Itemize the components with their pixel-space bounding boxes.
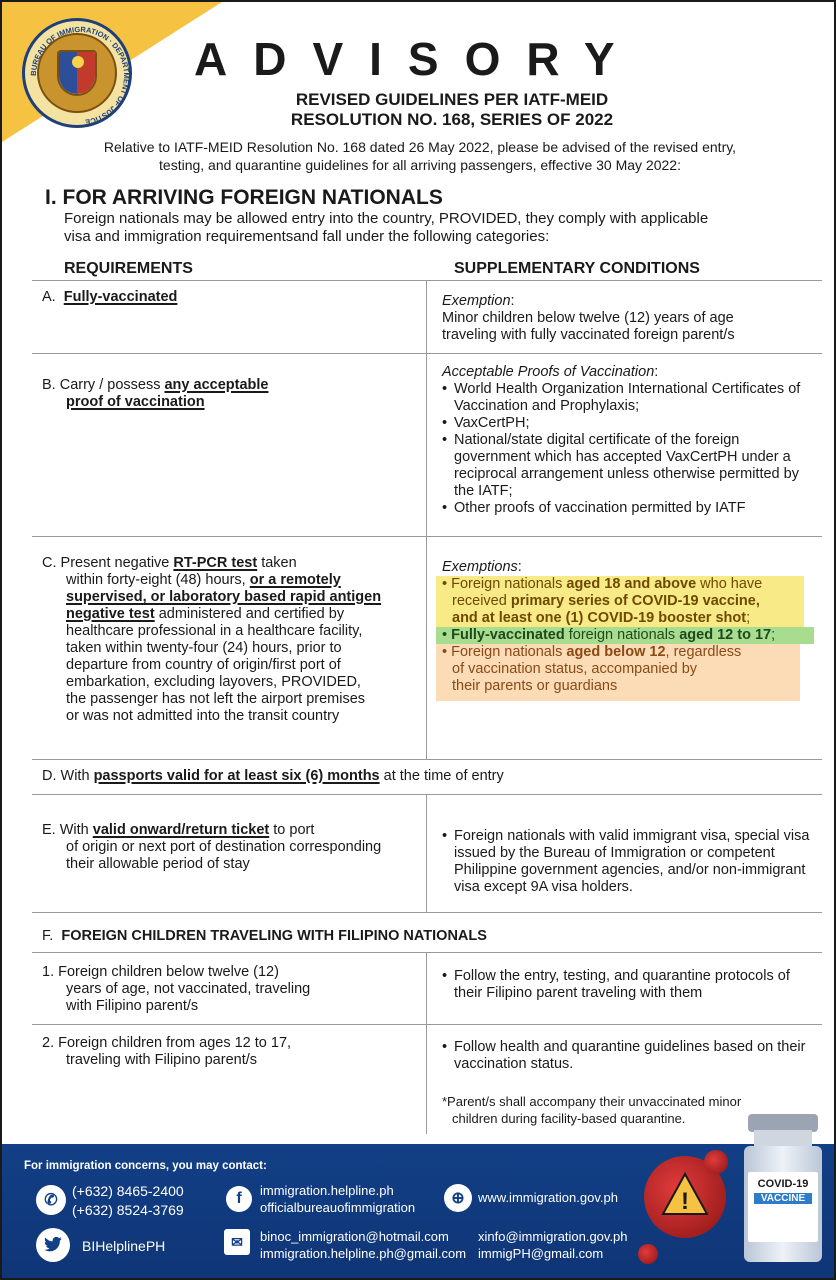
row-e-condition: [442, 828, 814, 896]
parent-note: *Parent/s shall accompany their unvaccinated minor children during facility-based quarantine.: [442, 1094, 742, 1126]
column-header-conditions: SUPPLEMENTARY CONDITIONS: [454, 260, 700, 277]
page-title: ADVISORY: [194, 33, 641, 85]
email-list-2: [478, 1228, 628, 1262]
row-e-requirement: E. With valid onward/return ticket to port of origin or next port of destination corresponding their allowable period of stay: [42, 822, 382, 872]
row-f2-condition: [442, 1039, 814, 1073]
email-list-1: [260, 1228, 466, 1262]
list-item: • Follow the entry, testing, and quarantine protocols of their Filipino parent traveling with them: [442, 968, 814, 1002]
table-rule: [32, 353, 822, 354]
seal-shield-icon: [57, 50, 97, 96]
table-column-divider: [426, 794, 427, 912]
table-rule: [32, 280, 822, 281]
list-item: • Other proofs of vaccination permitted by IATF: [442, 500, 814, 517]
virus-illustration-icon: [638, 1244, 658, 1264]
row-f2-requirement: 2. Foreign children from ages 12 to 17, traveling with Filipino parent/s: [42, 1035, 292, 1068]
row-c-requirement: C. Present negative RT-PCR test taken within forty-eight (48) hours, or a remotely supervised, or laboratory based rapid antigen negative test administered and certified by healthcare professional in a healthcare facility, taken within twenty-four (24) hours, prior to departure from country of origin/first port of embarkation, excluding layovers, PROVIDED, the passenger has not left the airport premises or was not admitted into the transit country: [42, 555, 382, 724]
exemption-highlight-teens: • Fully-vaccinated foreign nationals aged 12 to 17;: [436, 627, 814, 644]
email-link[interactable]: xinfo@immigration.gov.ph: [478, 1229, 628, 1244]
facebook-sub-label: officialbureauofimmigration: [260, 1200, 416, 1215]
section-title: I. FOR ARRIVING FOREIGN NATIONALS: [45, 186, 443, 209]
phone-link-1[interactable]: (+632) 8465-2400: [72, 1183, 184, 1199]
phone-icon: ✆: [36, 1185, 66, 1215]
phone-numbers: [72, 1182, 184, 1220]
twitter-icon: [36, 1228, 70, 1262]
website-link[interactable]: www.immigration.gov.ph: [478, 1190, 618, 1205]
facebook-link[interactable]: immigration.helpline.ph: [260, 1183, 394, 1198]
row-f-title: F. FOREIGN CHILDREN TRAVELING WITH FILIPINO NATIONALS: [42, 928, 487, 944]
list-item: • Follow health and quarantine guidelines based on their vaccination status.: [442, 1039, 814, 1073]
facebook-info: [260, 1182, 415, 1216]
facebook-icon: f: [226, 1186, 252, 1212]
phone-link-2[interactable]: (+632) 8524-3769: [72, 1202, 184, 1218]
table-column-divider: [426, 280, 427, 759]
email-link[interactable]: immigPH@gmail.com: [478, 1246, 604, 1261]
bureau-seal-logo: [22, 18, 132, 128]
row-f1-requirement: 1. Foreign children below twelve (12) years of age, not vaccinated, traveling with Filipino parent/s: [42, 964, 311, 1014]
list-item: • VaxCertPH;: [442, 415, 814, 432]
list-item: • World Health Organization International Certificates of Vaccination and Prophylaxis;: [442, 381, 814, 415]
list-item: • National/state digital certificate of the foreign government which has accepted VaxCertPH under a reciprocal arrangement unless otherwise permitted by the IATF;: [442, 432, 814, 500]
warning-icon: [661, 1172, 709, 1216]
svg-text:!: !: [681, 1188, 689, 1215]
email-link[interactable]: binoc_immigration@hotmail.com: [260, 1229, 449, 1244]
table-column-divider: [426, 952, 427, 1134]
row-f1-condition: [442, 968, 814, 1002]
vaccine-vial-icon: [744, 1114, 822, 1264]
email-icon: ✉: [224, 1229, 250, 1255]
table-rule: [32, 1024, 822, 1025]
row-d-requirement: D. With passports valid for at least six (6) months at the time of entry: [42, 768, 504, 784]
intro-text: Relative to IATF-MEID Resolution No. 168 dated 26 May 2022, please be advised of the revised entry, testing, and quarantine guidelines for all arriving passengers, effective 30 May 2022:: [103, 139, 737, 173]
virus-illustration-icon: [704, 1150, 728, 1174]
table-rule: [32, 759, 822, 760]
row-a-condition: Exemption: Minor children below twelve (12) years of age traveling with fully vaccinated foreign parent/s: [442, 293, 735, 343]
page-subtitle: REVISED GUIDELINES PER IATF-MEID RESOLUTION NO. 168, SERIES OF 2022: [290, 90, 614, 129]
exemption-highlight-adults: • Foreign nationals aged 18 and above who have received primary series of COVID-19 vaccine, and at least one (1) COVID-19 booster shot;: [436, 576, 804, 627]
table-rule: [32, 536, 822, 537]
globe-icon: ⊕: [444, 1184, 472, 1212]
table-rule: [32, 794, 822, 795]
vial-label-vaccine: VACCINE: [754, 1193, 812, 1204]
vial-label-covid: COVID-19: [757, 1178, 809, 1190]
row-c-condition: Exemptions: • Foreign nationals aged 18 and above who have received primary series of COVID-19 vaccine, and at least one (1) COVID-19 booster shot; • Fully-vaccinated foreign nationals aged 12 to 17; • Foreign nationals aged below 12, regardless of vaccination status, accompanied by their parents or guardians: [442, 559, 812, 701]
exemption-highlight-children: • Foreign nationals aged below 12, regardless of vaccination status, accompanied by their parents or guardians: [436, 644, 800, 701]
row-b-condition: Acceptable Proofs of Vaccination: • World Health Organization International Certificates of Vaccination and Prophylaxis; • VaxCertPH; • National/state digital certificate of the foreign government which has accepted VaxCertPH under a reciprocal arrangement unless otherwise permitted by the IATF; • Other proofs of vaccination permitted by IATF: [442, 364, 814, 517]
row-a-requirement: A. Fully-vaccinated: [42, 289, 178, 305]
column-header-requirements: REQUIREMENTS: [64, 260, 193, 277]
table-rule: [32, 912, 822, 913]
email-link[interactable]: immigration.helpline.ph@gmail.com: [260, 1246, 467, 1261]
twitter-handle-link[interactable]: BIHelplinePH: [82, 1238, 166, 1254]
row-b-requirement: B. Carry / possess any acceptable proof of vaccination: [42, 377, 269, 410]
section-intro: Foreign nationals may be allowed entry into the country, PROVIDED, they comply with applicable visa and immigration requirementsand fall under the following categories:: [64, 210, 709, 245]
table-rule: [32, 952, 822, 953]
list-item: • Foreign nationals with valid immigrant visa, special visa issued by the Bureau of Immigration or competent Philippine government agencies, and/or non-immigrant visa except 9A visa holders.: [442, 828, 814, 896]
svg-text:BUREAU OF IMMIGRATION · DEPART: BUREAU OF IMMIGRATION · DEPARTMENT OF JUSTICE: [28, 24, 132, 127]
contact-footer: [2, 1144, 836, 1280]
contact-label: For immigration concerns, you may contact:: [24, 1160, 267, 1172]
